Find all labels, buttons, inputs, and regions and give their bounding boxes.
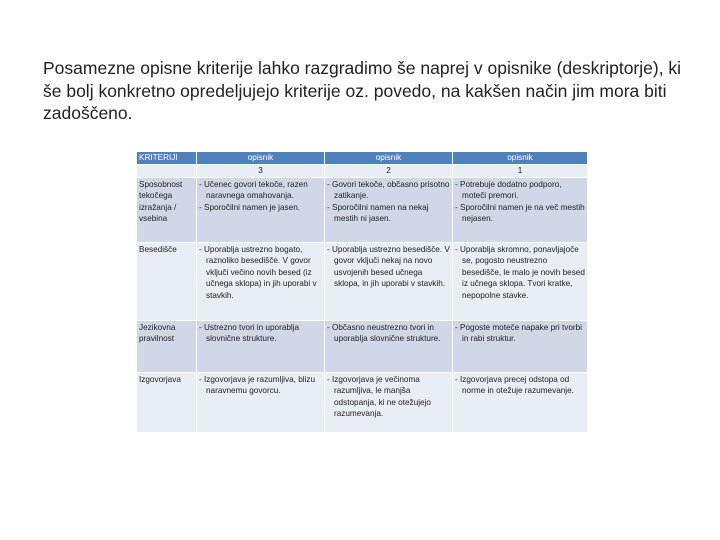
header-descriptor-2: opisnik xyxy=(325,152,453,165)
level-cell-empty xyxy=(137,165,197,178)
descriptor-item: - Učenec govori tekoče, razen naravnega omahovanja. xyxy=(199,179,308,201)
criterion-label: Besedišče xyxy=(137,242,197,320)
descriptor-item: - Uporablja ustrezno besedišče. V govor vključi nekaj na novo usvojenih besed učnega sklopa, in jih uporabi v stavkih. xyxy=(327,244,450,289)
descriptor-cell xyxy=(197,320,325,372)
descriptor-cell xyxy=(453,177,588,242)
descriptor-item: - Izgovorjava je večinoma razumljiva, le manjša odstopanja, ki ne otežujejo razumevanja. xyxy=(327,374,431,419)
descriptor-item: - Sporočilni namen je na več mestih nejasen. xyxy=(455,202,585,224)
intro-paragraph: Posamezne opisne kriterije lahko razgradimo še naprej v opisnike (deskriptorje), ki še bolj konkretno opredeljujejo kriterije oz. povedo, na kakšen način jim mora biti zadoščeno. xyxy=(43,58,682,123)
descriptor-item: - Pogoste moteče napake pri tvorbi in rabi struktur. xyxy=(455,322,582,344)
descriptor-cell xyxy=(325,177,453,242)
level-row xyxy=(137,165,588,178)
descriptor-cell xyxy=(325,320,453,372)
descriptor-cell xyxy=(197,177,325,242)
descriptor-item: - Ustrezno tvori in uporablja slovnične strukture. xyxy=(199,322,300,344)
level-1: 1 xyxy=(453,165,588,178)
descriptor-item: - Občasno neustrezno tvori in uporablja slovnične strukture. xyxy=(327,322,441,344)
descriptor-item: - Potrebuje dodatno podporo, moteči premori. xyxy=(455,179,562,201)
table-row xyxy=(137,320,588,372)
table-row xyxy=(137,242,588,320)
header-criteria: KRITERIJI xyxy=(137,152,197,165)
descriptor-cell xyxy=(197,242,325,320)
criterion-label: Sposobnost tekočega izražanja / vsebina xyxy=(137,177,197,242)
descriptor-item: - Govori tekoče, občasno prisotno zatikanje. xyxy=(327,179,450,201)
descriptor-item: - Izgovorjava je razumljiva, blizu naravnemu govorcu. xyxy=(199,374,316,396)
criterion-label: Jezikovna pravilnost xyxy=(137,320,197,372)
criteria-table xyxy=(136,151,588,433)
descriptor-item: - Uporablja skromno, ponavljajoče se, pogosto neustrezno besedišče, le malo je novih besed iz učnega sklopa. Tvori kratke, nepopolne stavke. xyxy=(455,244,585,300)
descriptor-item: - Uporablja ustrezno bogato, raznoliko besedišče. V govor vključi večino novih besed (iz učnega sklopa) in jih uporabi v stavkih. xyxy=(199,244,317,300)
descriptor-cell xyxy=(453,372,588,432)
table-row xyxy=(137,372,588,432)
level-3: 3 xyxy=(197,165,325,178)
criterion-label: Izgovorjava xyxy=(137,372,197,432)
descriptor-item: - Sporočilni namen na nekaj mestih ni jasen. xyxy=(327,202,429,224)
descriptor-cell xyxy=(325,372,453,432)
descriptor-cell xyxy=(453,320,588,372)
descriptor-cell xyxy=(453,242,588,320)
descriptor-cell xyxy=(325,242,453,320)
descriptor-item: - Izgovorjava precej odstopa od norme in otežuje razumevanje. xyxy=(455,374,574,396)
table-header-row xyxy=(137,152,588,165)
descriptor-cell xyxy=(197,372,325,432)
header-descriptor-3: opisnik xyxy=(197,152,325,165)
level-2: 2 xyxy=(325,165,453,178)
descriptor-item: - Sporočilni namen je jasen. xyxy=(199,202,301,212)
table-row xyxy=(137,177,588,242)
header-descriptor-1: opisnik xyxy=(453,152,588,165)
